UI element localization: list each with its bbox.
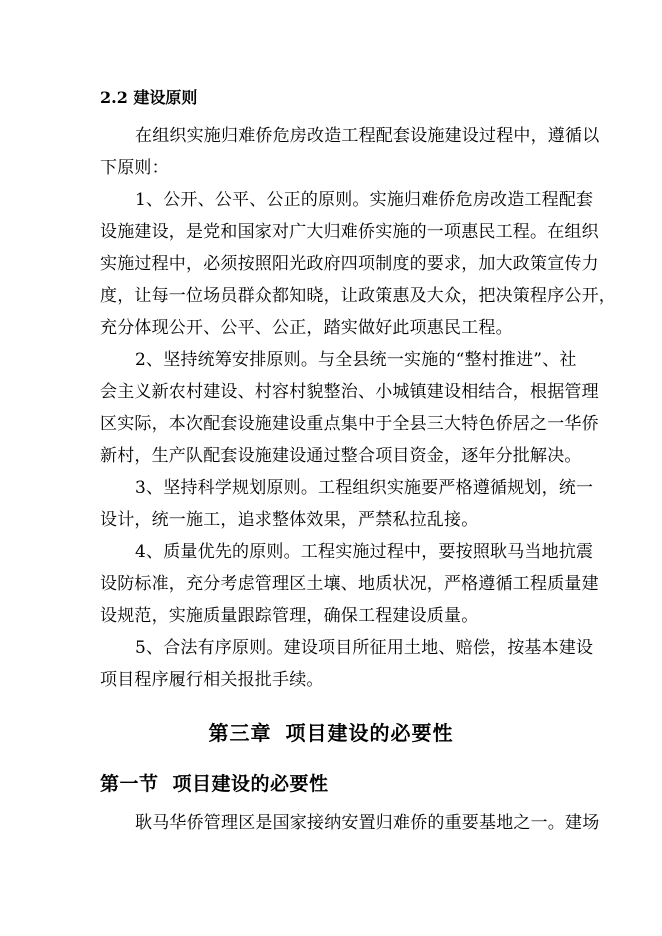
principle-2-line-2: 会主义新农村建设、村容村貌整治、小城镇建设相结合，根据管理 <box>100 382 599 402</box>
closing-line-1: 耿马华侨管理区是国家接纳安置归难侨的重要基地之一。建场 <box>135 813 600 833</box>
principle-4-line-3: 设规范，实施质量跟踪管理，确保工程建设质量。 <box>100 606 479 626</box>
principle-5-line-1: 5、合法有序原则。建设项目所征用土地、赔偿，按基本建设 <box>135 638 594 658</box>
principle-2-line-3: 区实际，本次配套设施建设重点集中于全县三大特色侨居之一华侨 <box>100 414 599 434</box>
intro-line-2: 下原则： <box>100 158 169 178</box>
principle-5-line-2: 项目程序履行相关报批手续。 <box>100 670 324 690</box>
chapter-title <box>0 720 662 746</box>
subsection-title <box>100 772 329 796</box>
principle-1-line-1: 1、公开、公平、公正的原则。实施归难侨危房改造工程配套 <box>135 190 594 210</box>
principle-1-line-4: 度，让每一位场员群众都知晓，让政策惠及大众，把决策程序公开， <box>100 286 616 306</box>
principle-3-line-1: 3、坚持科学规划原则。工程组织实施要严格遵循规划，统一 <box>135 478 594 498</box>
principle-2-line-4: 新村，生产队配套设施建设通过整合项目资金，逐年分批解决。 <box>100 446 582 466</box>
section-heading: 2.2 建设原则 <box>100 88 198 107</box>
principle-4-line-2: 设防标准，充分考虑管理区土壤、地质状况，严格遵循工程质量建 <box>100 574 599 594</box>
principle-1-line-5: 充分体现公开、公平、公正，踏实做好此项惠民工程。 <box>100 318 513 338</box>
chapter-number: 第三章 <box>208 721 272 745</box>
subsection-name: 项目建设的必要性 <box>172 773 329 795</box>
intro-line-1: 在组织实施归难侨危房改造工程配套设施建设过程中，遵循以 <box>135 126 600 146</box>
principle-1-line-2: 设施建设，是党和国家对广大归难侨实施的一项惠民工程。在组织 <box>100 222 599 242</box>
chapter-name: 项目建设的必要性 <box>285 721 454 745</box>
principle-1-line-3: 实施过程中，必须按照阳光政府四项制度的要求，加大政策宣传力 <box>100 254 599 274</box>
principle-3-line-2: 设计，统一施工，追求整体效果，严禁私拉乱接。 <box>100 510 479 530</box>
principle-4-line-1: 4、质量优先的原则。工程实施过程中，要按照耿马当地抗震 <box>135 542 594 562</box>
subsection-number: 第一节 <box>100 773 159 795</box>
principle-2-line-1: 2、坚持统筹安排原则。与全县统一实施的“整村推进”、社 <box>135 350 577 370</box>
